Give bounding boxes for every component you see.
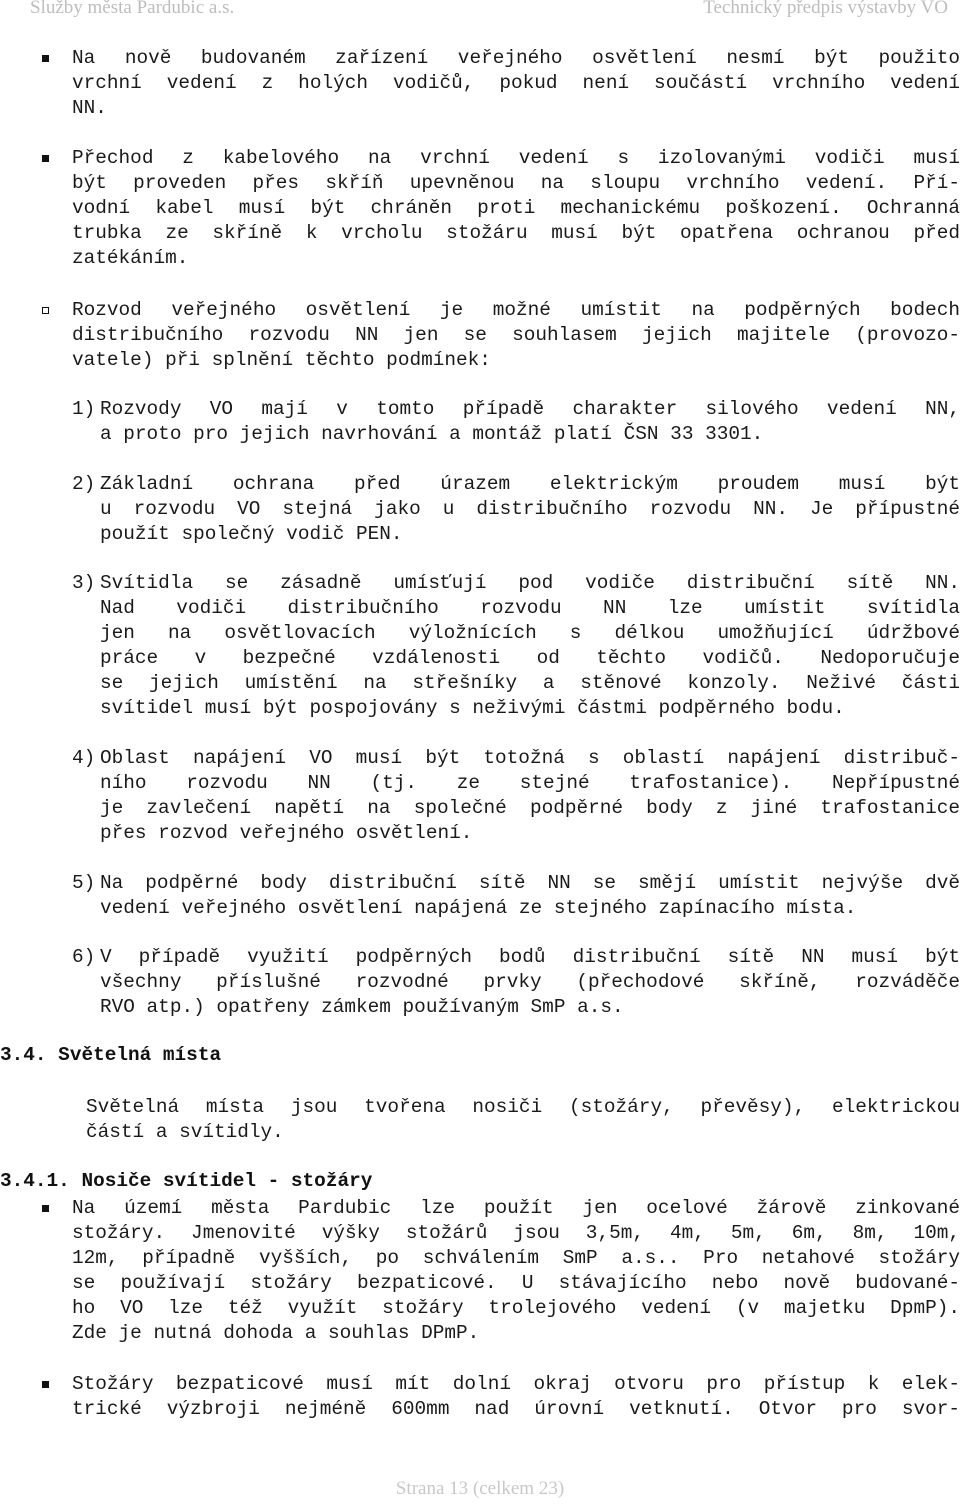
text-line: zatékáním. [72,247,189,269]
condition-number: 5) [72,872,96,894]
text-line: Světelná místa jsou tvořena nosiči (stožáry, převěsy), elektrickou [86,1096,960,1118]
text-line: vodní kabel musí být chráněn proti mechanickému poškození. Ochranná [72,197,960,219]
text-line: svítidel musí být pospojovány s neživými částmi podpěrného bodu. [100,697,845,719]
text-line: Nad vodiči distribučního rozvodu NN lze umístit svítidla [100,597,960,619]
text-line: částí a svítidly. [86,1121,284,1143]
text-line: vatele) při splnění těchto podmínek: [72,349,491,371]
text-line: Přechod z kabelového na vrchní vedení s izolovanými vodiči musí [72,147,960,169]
text-line: 12m, případně vyšších, po schválením SmP a.s.. Pro netahové stožáry [72,1247,960,1269]
text-line: Na území města Pardubic lze použít jen ocelové žárově zinkované [72,1197,960,1219]
text-line: distribučního rozvodu NN jen se souhlasem jejich majitele (provozo- [72,324,960,346]
text-line: Základní ochrana před úrazem elektrickým proudem musí být [100,473,960,495]
text-line: vedení veřejného osvětlení napájená ze stejného zapínacího místa. [100,897,857,919]
condition-number: 6) [72,946,96,968]
text-line: stožáry. Jmenovité výšky stožárů jsou 3,5m, 4m, 5m, 6m, 8m, 10m, [72,1222,960,1244]
text-line: ního rozvodu NN (tj. ze stejné trafostanice). Nepřípustné [100,772,960,794]
numbered-condition [72,472,960,547]
numbered-condition [72,571,960,721]
numbered-condition [72,746,960,846]
text-line: Na podpěrné body distribuční sítě NN se smějí umístit nejvýše dvě [100,872,960,894]
text-line: Stožáry bezpaticové musí mít dolní okraj otvoru pro přístup k elek- [72,1373,960,1395]
text-line: Rozvody VO mají v tomto případě charakter silového vedení NN, [100,398,960,420]
condition-number: 2) [72,473,96,495]
page-footer: Strana 13 (celkem 23) [395,1478,565,1499]
text-line: ho VO lze též využít stožáry trolejového vedení (v majetku DpmP). [72,1297,960,1319]
text-line: u rozvodu VO stejná jako u distribučního rozvodu NN. Je přípustné [100,498,960,520]
text-line: všechny příslušné rozvodné prvky (přechodové skříně, rozváděče [100,971,960,993]
text-line: Svítidla se zásadně umísťují pod vodiče distribuční sítě NN. [100,572,960,594]
text-line: práce v bezpečné vzdálenosti od těchto vodičů. Nedoporučuje [100,647,960,669]
condition-number: 1) [72,398,96,420]
text-line: trické výzbroji nejméně 600mm nad úrovní vetknutí. Otvor pro svor- [72,1398,960,1420]
header-doc-title: Technický předpis výstavby VO [703,0,948,18]
text-line: použít společný vodič PEN. [100,523,403,545]
text-line: být proveden přes skříň upevněnou na sloupu vrchního vedení. Pří- [72,172,960,194]
section-paragraph [86,1095,960,1145]
square-bullet-icon [42,1381,49,1388]
condition-number: 4) [72,747,96,769]
text-line: Oblast napájení VO musí být totožná s oblastí napájení distribuč- [100,747,960,769]
text-line: se jejich umístění na střešníky a stěnové konzoly. Neživé části [100,672,960,694]
text-line: NN. [72,97,107,119]
condition-number: 3) [72,572,96,594]
text-line: V případě využití podpěrných bodů distribuční sítě NN musí být [100,946,960,968]
numbered-condition [72,871,960,921]
subsection-heading: 3.4.1. Nosiče svítidel - stožáry [0,1170,373,1192]
numbered-condition [72,397,960,447]
square-bullet-icon [42,155,49,162]
bullet-paragraph [72,146,960,271]
page-header [0,0,960,24]
square-bullet-icon [42,307,49,314]
text-line: Rozvod veřejného osvětlení je možné umístit na podpěrných bodech [72,299,960,321]
header-company: Služby města Pardubic a.s. [30,0,235,18]
square-bullet-icon [42,1205,49,1212]
text-line: se používají stožáry bezpaticové. U stávajícího nebo nově budované- [72,1272,960,1294]
square-bullet-icon [42,55,49,62]
text-line: a proto pro jejich navrhování a montáž platí ČSN 33 3301. [100,423,764,445]
bullet-paragraph [72,1372,960,1422]
text-line: Zde je nutná dohoda a souhlas DPmP. [72,1322,480,1344]
text-line: je zavlečení napětí na společné podpěrné body z jiné trafostanice [100,797,960,819]
bullet-paragraph [72,46,960,121]
text-line: RVO atp.) opatřeny zámkem používaným SmP a.s. [100,996,624,1018]
text-line: trubka ze skříně k vrcholu stožáru musí být opatřena ochranou před [72,222,960,244]
numbered-condition [72,945,960,1020]
text-line: Na nově budovaném zařízení veřejného osvětlení nesmí být použito [72,47,960,69]
text-line: vrchní vedení z holých vodičů, pokud není součástí vrchního vedení [72,72,960,94]
bullet-paragraph [72,1196,960,1346]
text-line: přes rozvod veřejného osvětlení. [100,822,473,844]
bullet-paragraph [72,298,960,373]
text-line: jen na osvětlovacích výložnících s délkou umožňující údržbové [100,622,960,644]
section-heading: 3.4. Světelná místa [0,1044,222,1066]
